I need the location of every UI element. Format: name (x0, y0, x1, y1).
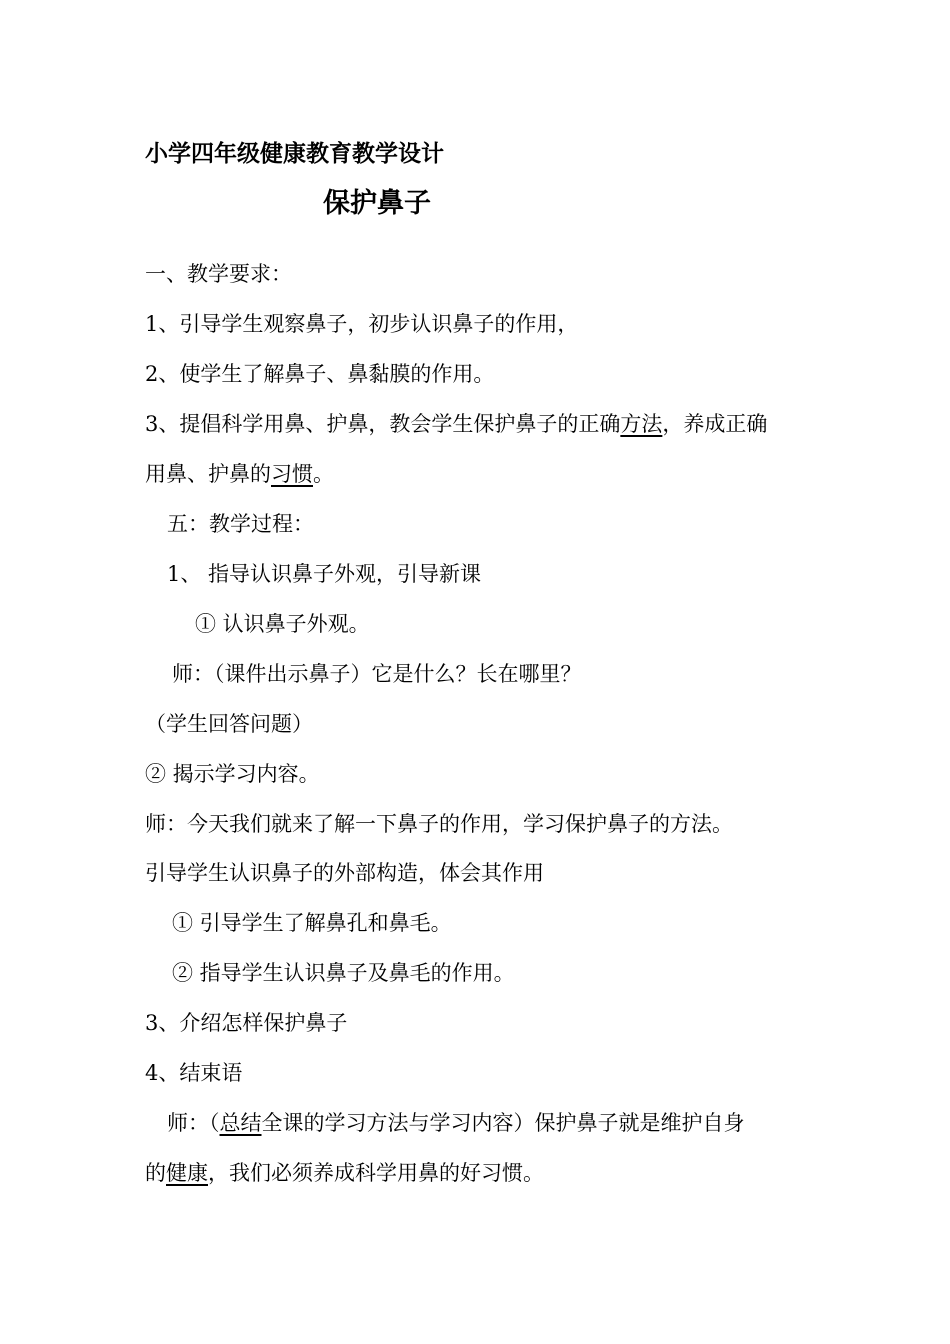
closing-text-b: 全课的学习方法与学习内容）保护鼻子就是维护自身 (261, 1111, 745, 1135)
req3-text-b: ，养成正确 (662, 412, 768, 436)
closing-underlined-health: 健康 (166, 1161, 208, 1185)
closing-text-d: ，我们必须养成科学用鼻的好习惯。 (208, 1161, 544, 1185)
closing-line-2 (145, 1158, 544, 1188)
teacher-intro: 师：今天我们就来了解一下鼻子的作用，学习保护鼻子的方法。 (145, 812, 733, 836)
requirement-3-line2 (145, 459, 334, 489)
student-answer: （学生回答问题） (145, 712, 313, 736)
req3-text-d: 。 (313, 462, 334, 486)
requirement-2: 2、使学生了解鼻子、鼻黏膜的作用。 (145, 362, 495, 386)
closing-underlined-summary: 总结 (219, 1111, 262, 1135)
step-2-sub-1: ① 引导学生了解鼻孔和鼻毛。 (172, 911, 452, 935)
req3-text-c: 用鼻、护鼻的 (145, 462, 271, 486)
req3-text-a: 3、提倡科学用鼻、护鼻，教会学生保护鼻子的正确 (145, 412, 621, 436)
req3-underlined-method: 方法 (620, 412, 663, 436)
requirement-3-line1 (145, 409, 767, 439)
step-1-sub-1: ① 认识鼻子外观。 (195, 612, 370, 636)
step-2-heading: 引导学生认识鼻子的外部构造，体会其作用 (145, 861, 544, 885)
teacher-question: 师：（课件出示鼻子）它是什么？长在哪里？ (172, 662, 582, 686)
closing-text-c: 的 (145, 1161, 166, 1185)
section-heading-requirements: 一、教学要求： (145, 262, 292, 286)
closing-text-a: 师：（ (167, 1111, 220, 1135)
step-2-sub-2: ② 指导学生认识鼻子及鼻毛的作用。 (172, 961, 515, 985)
requirement-1: 1、引导学生观察鼻子，初步认识鼻子的作用， (145, 312, 579, 336)
step-1-heading: 1、 指导认识鼻子外观，引导新课 (167, 562, 482, 586)
step-3-heading: 3、介绍怎样保护鼻子 (145, 1011, 348, 1035)
section-heading-process: 五：教学过程： (167, 512, 314, 536)
step-1-sub-2: ② 揭示学习内容。 (145, 762, 320, 786)
document-subtitle: 保护鼻子 (323, 188, 431, 219)
document-title: 小学四年级健康教育教学设计 (145, 141, 444, 167)
step-4-heading: 4、结束语 (145, 1061, 243, 1085)
closing-line-1 (167, 1108, 745, 1138)
req3-underlined-habit: 习惯 (271, 462, 313, 486)
